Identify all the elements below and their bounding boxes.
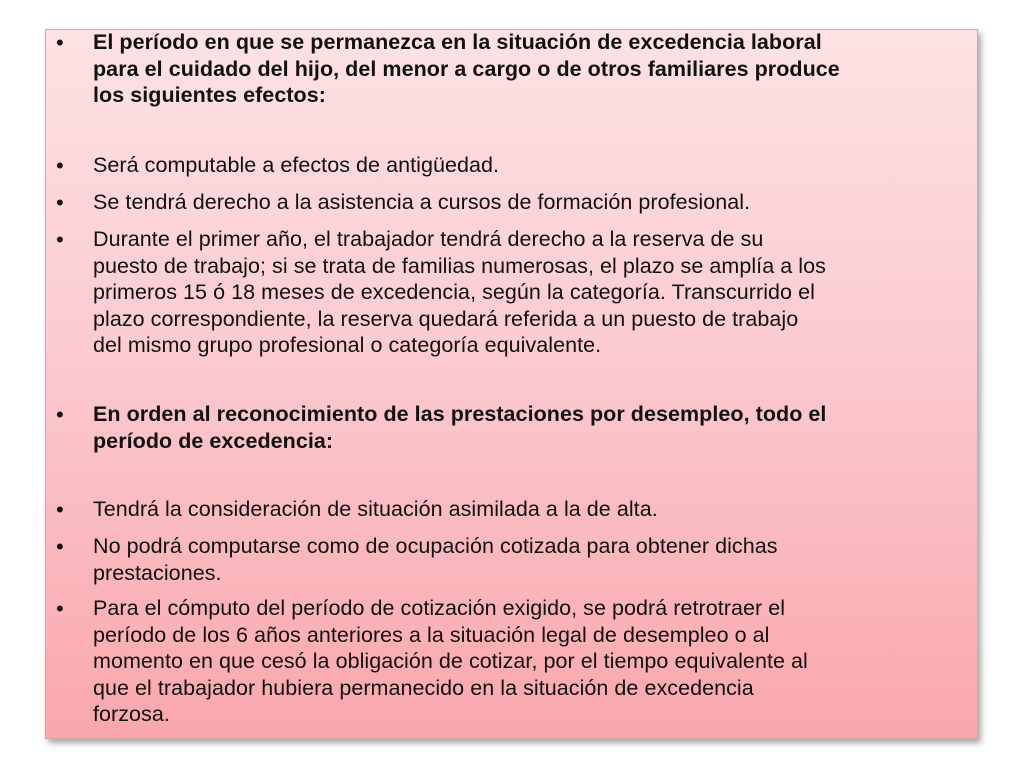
bullet-dot-icon: • <box>56 534 64 559</box>
bullet-text-line: del mismo grupo profesional o categoría equivalente. <box>93 333 602 357</box>
bullet-text-line: los siguientes efectos: <box>93 83 326 107</box>
bullet-text <box>93 29 973 109</box>
bullet-text <box>93 401 973 454</box>
bullet-text-line: El período en que se permanezca en la situación de excedencia laboral <box>93 30 822 54</box>
bullet-text-line: prestaciones. <box>93 560 222 585</box>
bullet-text <box>93 226 973 359</box>
bullet-text-line: Se tendrá derecho a la asistencia a cursos de formación profesional. <box>93 190 751 214</box>
bullet-text-line: período de excedencia: <box>93 428 334 453</box>
bullet-dot-icon: • <box>56 153 64 178</box>
bullet-text <box>93 189 973 216</box>
bullet-text-line: En orden al reconocimiento de las prestaciones por desempleo, todo el <box>93 402 827 426</box>
bullet-text-line: plazo correspondiente, la reserva quedará referida a un puesto de trabajo <box>93 306 799 331</box>
bullet-text-line: momento en que cesó la obligación de cotizar, por el tiempo equivalente al <box>93 649 808 673</box>
bullet-dot-icon: • <box>56 30 64 55</box>
bullet-text <box>93 533 973 586</box>
bullet-dot-icon: • <box>56 227 64 252</box>
bullet-text-line: primeros 15 ó 18 meses de excedencia, según la categoría. Transcurrido el <box>93 280 815 304</box>
bullet-text <box>93 595 973 728</box>
bullet-text-line: que el trabajador hubiera permanecido en la situación de excedencia <box>93 675 754 700</box>
bullet-text-line: forzosa. <box>93 702 170 726</box>
bullet-text <box>93 152 973 179</box>
bullet-dot-icon: • <box>56 497 64 522</box>
bullet-text-line: No podrá computarse como de ocupación cotizada para obtener dichas <box>93 534 778 558</box>
bullet-text-line: Será computable a efectos de antigüedad. <box>93 153 500 177</box>
bullet-dot-icon: • <box>56 596 64 621</box>
bullet-text-line: Para el cómputo del período de cotización exigido, se podrá retrotraer el <box>93 596 786 620</box>
bullet-text <box>93 496 973 523</box>
bullet-dot-icon: • <box>56 190 64 215</box>
bullet-dot-icon: • <box>56 402 64 427</box>
bullet-text-line: para el cuidado del hijo, del menor a cargo o de otros familiares produce <box>93 56 840 81</box>
bullet-text-line: puesto de trabajo; si se trata de familias numerosas, el plazo se amplía a los <box>93 253 826 278</box>
bullet-text-line: Durante el primer año, el trabajador tendrá derecho a la reserva de su <box>93 227 764 251</box>
bullet-text-line: período de los 6 años anteriores a la situación legal de desempleo o al <box>93 622 770 647</box>
bullet-text-line: Tendrá la consideración de situación asimilada a la de alta. <box>93 497 658 521</box>
